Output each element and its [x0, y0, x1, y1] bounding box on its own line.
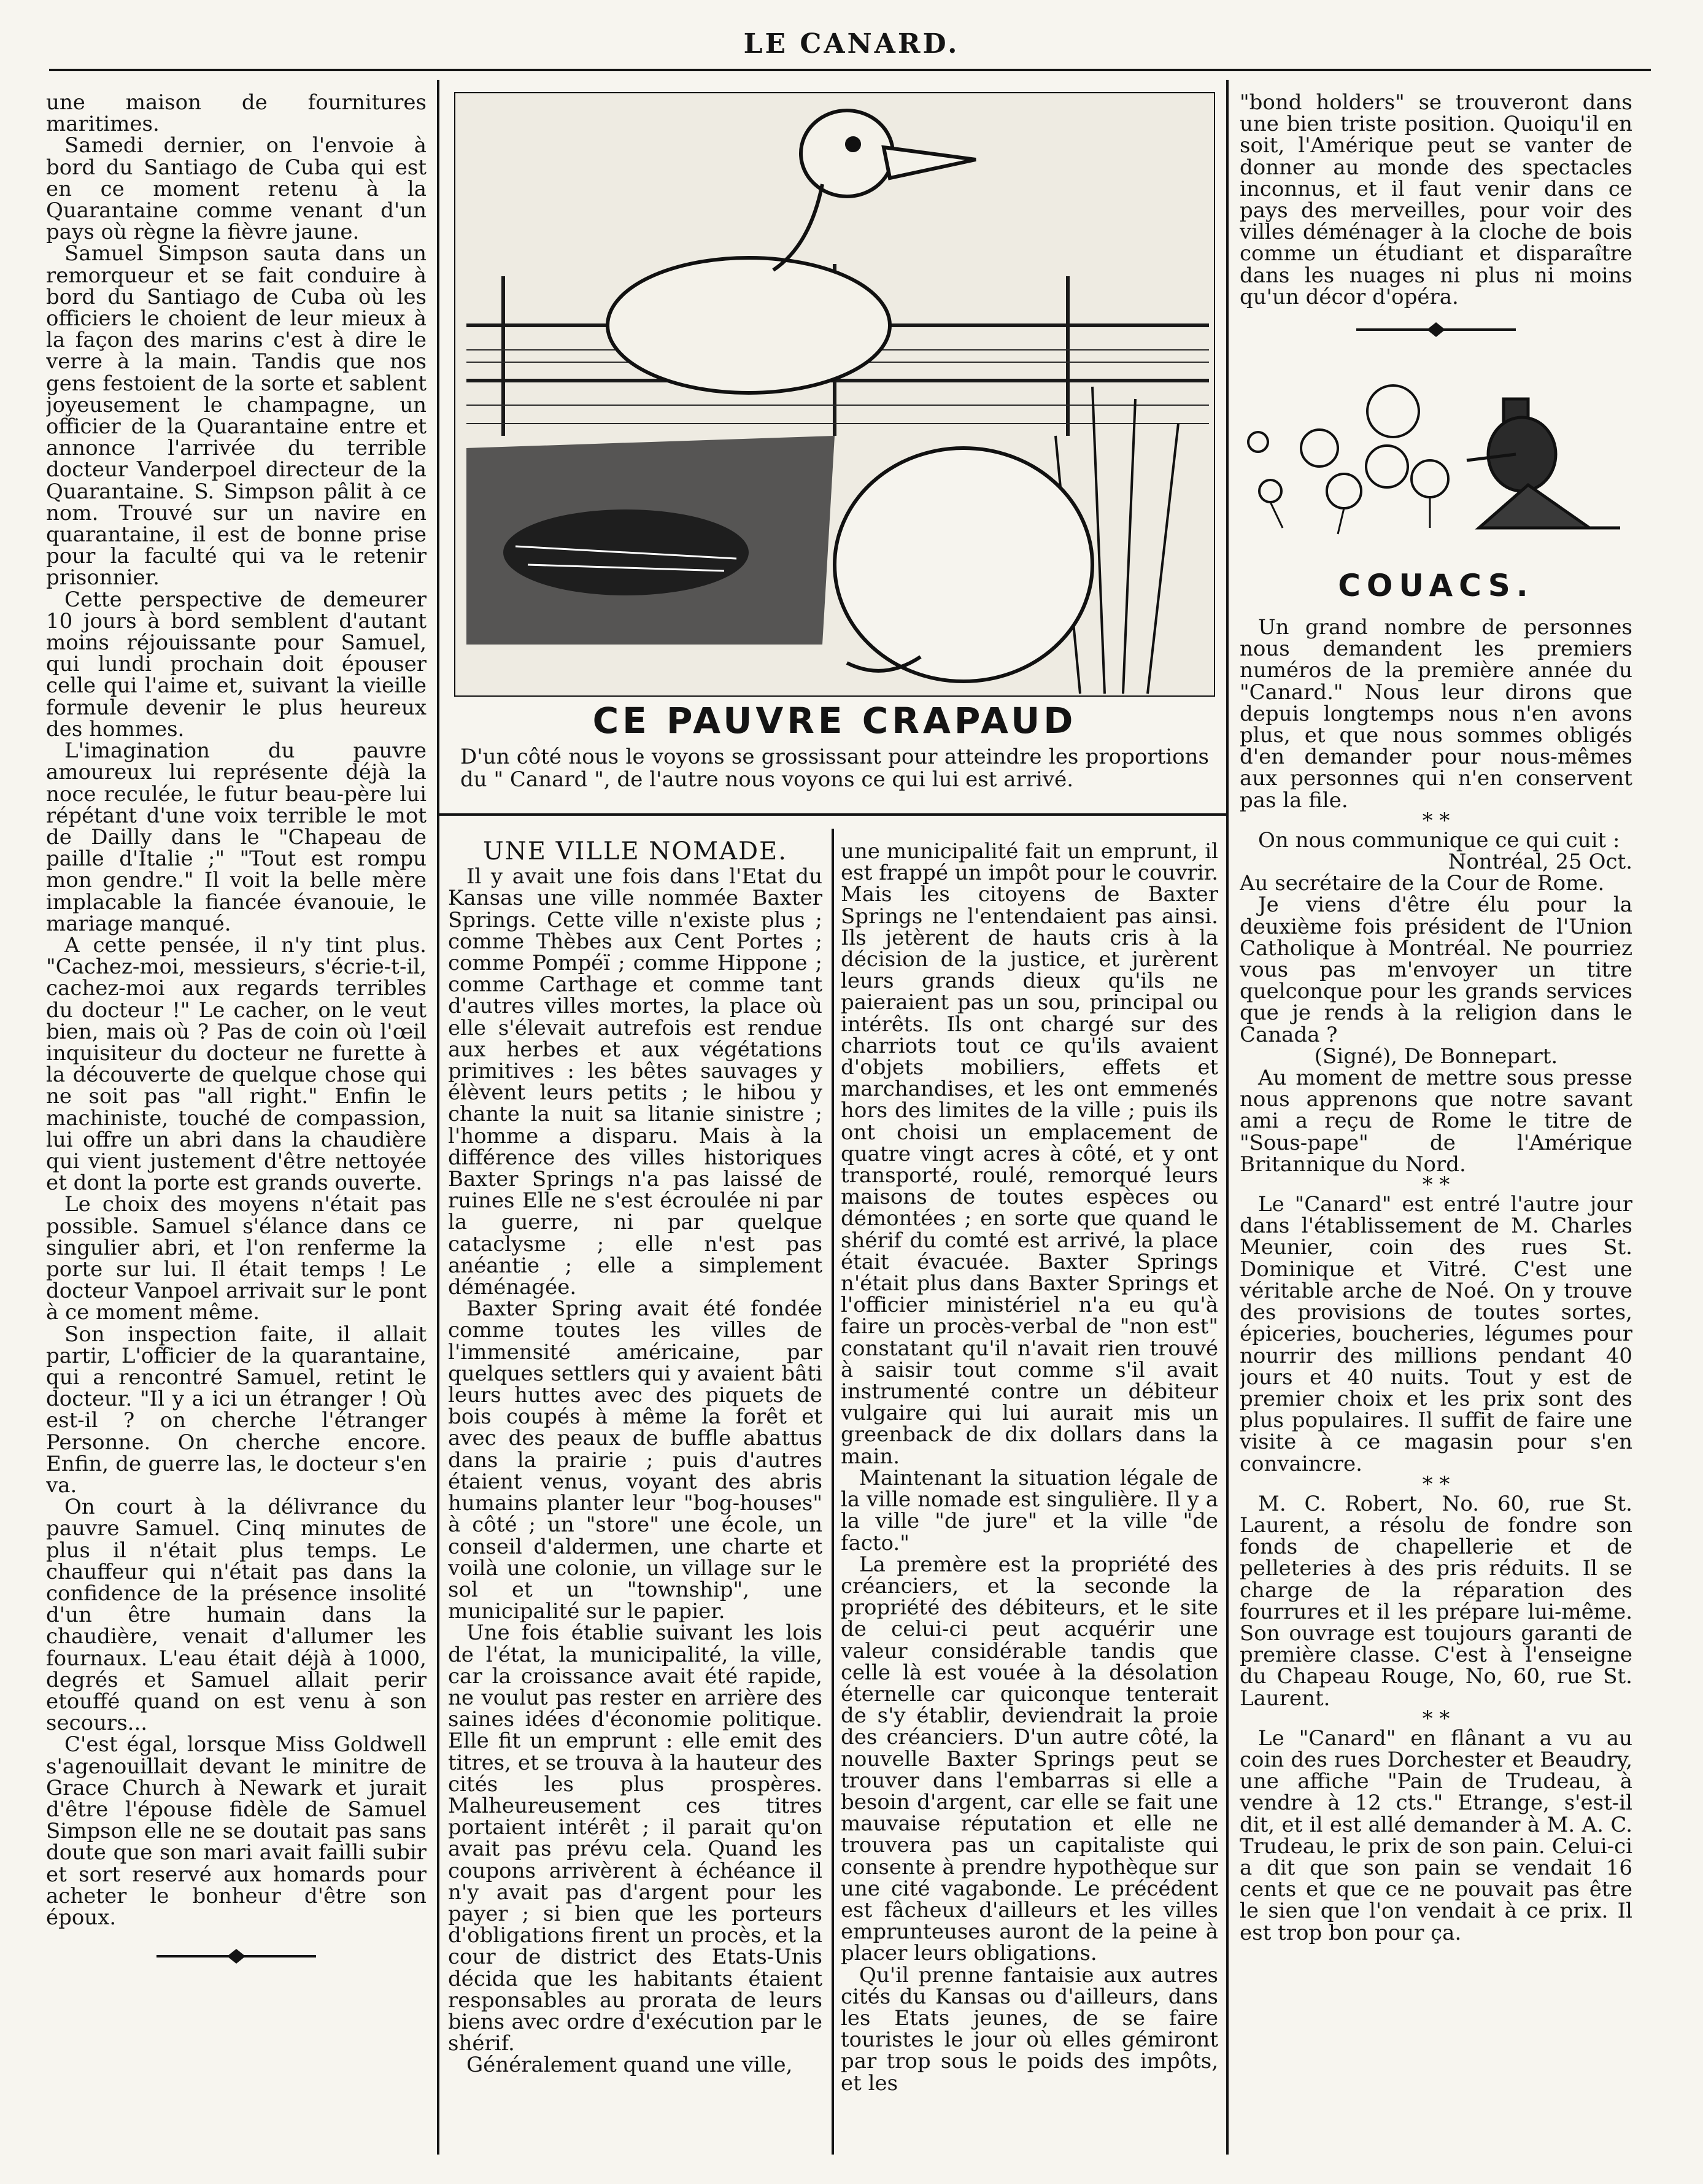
col1-paragraph: L'imagination du pauvre amoureux lui représente déjà la noce reculée, le futur beau-père lui répétant d'une voix terrible le mot de Dailly dans le "Chapeau de paille d'Italie ;" "Tout est rompu mon gendre." Il voit la belle mère implacable la fiancée évanouie, le mariage manqué. — [46, 738, 427, 936]
col1-paragraph: On court à la délivrance du pauvre Samuel. Cinq minutes de plus il n'était plus temps. Le chauffeur qui n'était pas dans la confidence de la présence insolité d'un être humain dans la chaudière, venait d'allumer les fournaux. L'eau était déjà à 1000, degrés et Samuel allait perir etouffé quand on est venu à son secours... — [46, 1495, 427, 1736]
article-paragraph: Généralement quand une ville, — [466, 2053, 793, 2078]
couacs-heading: COUACS. — [1338, 568, 1534, 603]
col1-paragraph: Cette perspective de demeurer 10 jours à bord semblent d'autant moins réjouissante pour Samuel, qui lundi prochain doit épouser celle qui l'aime et, suivant la vieille formule devenir le plus heureux des hommes. — [46, 587, 427, 742]
col4-paragraph: "bond holders" se trouveront dans une bien triste position. Quoiqu'il en soit, l'Amérique peut se vanter de donner au monde des spectacles inconnus, et il faut venir dans ce pays des merveilles, pour voir des villes déménager à la cloche de bois comme un étudiant et disparaître dans les nuages ni plus ni moins qu'un décor d'opéra. — [1240, 92, 1632, 309]
article-heading: UNE VILLE NOMADE. — [483, 841, 787, 865]
meunier-notice: Le "Canard" est entré l'autre jour dans l'établissement de M. Charles Meunier, coin des rues St. Dominique et Vitré. C'est une véritable arche de Noé. On y trouve des provisions de toutes sortes, épiceries, boucheries, légumes pour nourrir des millions pendant 40 jours et 40 nuits. Tout y est de premier choix et les prix sont des plus populaires. Il suffit de faire une visite à ce magasin pour s'en convaincre. — [1240, 1192, 1632, 1476]
article-paragraph: une municipalité fait un emprunt, il est frappé un impôt pour le couvrir. Mais les citoyens de Baxter Springs ne l'entendaient pas ainsi. Ils jetèrent de hauts cris à la décision de la justice, et jurèrent leurs grands dieux qu'ils ne paieraient pas un sou, principal ou intérêts. Ils ont chargé sur des charriots tout ce qu'ils avaient d'objets mobiliers, effets et marchandises, et les ont emmenés hors des limites de la ville ; puis ils ont choisi un emplacement de quatre vingt acres à côté, et y ont transporté, roulé, remorqué leurs maisons de toutes espèces ou démontées ; en sorte que quand le shérif du comté est arrivé, la place était évacuée. Baxter Springs n'était plus dans Baxter Springs et l'officier ministériel n'a eu qu'à faire un procès-verbal de "non est" constatant qu'il n'avait rien trouvé à saisir tout comme s'il avait instrumenté contre un débiteur vulgaire qui lui aurait mis un greenback de dix dollars dans la main. — [841, 841, 1218, 1469]
ville-nomade-col-b — [841, 841, 1218, 2148]
col1-paragraph: Samuel Simpson sauta dans un remorqueur et se fait conduire à bord du Santiago de Cuba où les officiers le choient de leur mieux à la façon des marins c'est à dire le verre à la main. Tandis que nos gens festoient de la sorte et sablent joyeusement le champagne, un officier de la Quarantaine entre et annonce l'arrivée du terrible docteur Vanderpoel directeur de la Quarantaine. S. Simpson pâlit à ce nom. Trouvé sur un navire en quarantaine, il est de bonne prise pour la faculté qui va le retenir prisonnier. — [46, 241, 427, 591]
column-rule-2 — [1226, 80, 1229, 2155]
col1-paragraph: A cette pensée, il n'y tint plus. "Cachez-moi, messieurs, s'écrie-t-il, cachez-moi aux regards terribles du docteur !" Le cacher, on le veut bien, mais où ? Pas de coin où l'œil inquisiteur du docteur ne furette à la découverte de quelque chose qui ne soit pas "all right." Enfin le machiniste, touché de compassion, lui offre un abri dans la chaudière qui vient justement d'être nettoyée et dont la porte est grands ouverte. — [46, 932, 427, 1196]
ville-nomade-col-a — [448, 841, 822, 2148]
separator-stars: * * — [1422, 808, 1450, 833]
duck-and-frog-engraving — [454, 92, 1215, 697]
col1-paragraph: Samedi dernier, on l'envoie à bord du Santiago de Cuba qui est en ce moment retenu à la Quarantaine comme venant d'un pays où règne la fièvre jaune. — [46, 133, 427, 245]
communique: On nous communique ce qui cuit : — [1258, 827, 1620, 853]
illustration-caption: D'un côté nous le voyons se grossissant pour atteindre les proportions du " Canard ", de l'autre nous voyons ce qui lui est arrivé. — [460, 745, 1209, 792]
col1-paragraph: C'est égal, lorsque Miss Goldwell s'agenouillait devant le minitre de Grace Church à Newark et jurait d'être l'épouse fidèle de Samuel Simpson elle ne se doutait pas sans doute que son mari avait failli subir et sort reservé aux homards pour acheter le bonheur d'être son époux. — [46, 1732, 427, 1930]
musician-with-bubbles-engraving — [1246, 374, 1626, 559]
column-rule-1 — [437, 80, 439, 2155]
masthead: LE CANARD. — [743, 28, 960, 60]
col1-paragraph: Le choix des moyens n'était pas possible. Samuel s'élance dans ce singulier abri, et l'on renferme la porte sur lui. Il était temps ! Le docteur Vanpoel arrivait sur le pont à ce moment même. — [46, 1192, 427, 1325]
separator-stars: * * — [1422, 1172, 1450, 1198]
col1-paragraph: une maison de fournitures maritimes. — [46, 92, 427, 137]
letter-address: Au secrétaire de la Cour de Rome. — [1240, 871, 1605, 896]
letter-place: Nontréal, 25 Oct. — [1448, 850, 1632, 875]
article-paragraph: Baxter Spring avait été fondée comme toutes les villes de l'immensité américaine, par quelques settlers qui y avaient bâti leurs huttes avec des piquets de bois coupés à même la forêt et avec des peaux de buffle abattus dans la prairie ; puis d'autres étaient venus, voyant des abris humains planter leur "bog-houses" à côté ; un "store" une école, un conseil d'aldermen, une charte et voilà une colonie, un village sur le sol et un "township", une municipalité sur le papier. — [448, 1296, 822, 1624]
couacs-intro: Un grand nombre de personnes nous demandent les premiers numéros de la première année du "Canard." Nous leur dirons que depuis longtemps nous n'en avons plus, et que nous sommes obligés d'en demander pour nous-mêmes aux personnes qui n'en conservent pas la file. — [1240, 617, 1632, 813]
separator-stars: * * — [1422, 1706, 1450, 1731]
article-paragraph: Il y avait une fois dans l'Etat du Kansas une ville nommée Baxter Springs. Cette ville n'existe plus ; comme Thèbes aux Cent Portes ; comme Pompéï ; comme Hippone ; comme Carthage et comme tant d'autres villes mortes, la place où elle s'élevait autrefois est rendue aux herbes et aux végétations primitives : les bêtes sauvages y élèvent leurs petits ; le hibou y chante la nuit sa litanie sinistre ; l'homme a disparu. Mais à la différence des villes historiques Baxter Springs n'a pas laissé de ruines Elle ne s'est écroulée ni par la guerre, ni par quelque cataclysme ; elle n'est pas anéantie ; elle a simplement déménagée. — [448, 864, 822, 1300]
robert-notice: M. C. Robert, No. 60, rue St. Laurent, a résolu de fondre son fonds de chapellerie et de pelleteries à des pris réduits. Il se charge de la réparation des fourrures et il les prépare lui-même. Son ouvrage est toujours garanti de première classe. C'est à l'enseigne du Chapeau Rouge, No, 60, rue St. Laurent. — [1240, 1491, 1632, 1711]
sous-pape-note: Au moment de mettre sous presse nous apprenons que notre savant ami a reçu de Rome le titre de "Sous-pape" de l'Amérique Britannique du Nord. — [1240, 1066, 1632, 1177]
illustration-title: CE PAUVRE CRAPAUD — [592, 700, 1077, 742]
column-rule-3 — [832, 829, 834, 2155]
top-rule — [49, 69, 1651, 71]
column-4-couacs — [1240, 617, 1632, 2158]
col1-paragraph: Son inspection faite, il allait partir, L'officier de la quarantaine, qui a rencontré Samuel, retint le docteur. "Il y a ici un étranger ! Où est-il ? on cherche l'étranger Personne. On cherche encore. Enfin, de guerre las, le docteur s'en va. — [46, 1322, 427, 1498]
article-paragraph: Une fois établie suivant les lois de l'état, la municipalité, la ville, car la croissance avait été rapide, ne voulut pas rester en arrière des saines idées d'économie politique. Elle fit un emprunt : elle emit des titres, et se trouva à la hauteur des cités les plus prospères. Malheureusement ces titres portaient intérêt ; il parait qu'on avait pas prévu cela. Quand les coupons arrivèrent à échéance il n'y avait pas d'argent pour les payer ; si bien que les porteurs d'obligations firent un procès, et la cour de district des Etats-Unis décida que les habitants étaient responsables au prorata de leurs biens avec ordre d'exécution par le shérif. — [448, 1621, 822, 2056]
end-ornament — [156, 1947, 316, 1965]
ornament-rule — [1356, 320, 1516, 339]
illustration-bottom-rule — [439, 813, 1226, 816]
letter-signature: (Signé), De Bonnepart. — [1314, 1044, 1558, 1069]
article-paragraph: Maintenant la situation légale de la ville nomade est singulière. Il y a la ville "de jure" et la ville "de facto." — [841, 1465, 1218, 1555]
column-1 — [46, 92, 427, 2130]
letter-body: Je viens d'être élu pour la deuxième fois président de l'Union Catholique à Montréal. Ne pourriez vous pas m'envoyer un titre quelconque pour les grands services que je rends à la religion dans le Canada ? — [1240, 893, 1632, 1047]
article-paragraph: Qu'il prenne fantaisie aux autres cités du Kansas ou d'ailleurs, dans les Etats jeunes, de se faire touristes le jour où elles gémiront par trop sous le poids des impôts, et les — [841, 1962, 1218, 2096]
column-4-top — [1240, 92, 1632, 356]
separator-stars: * * — [1422, 1471, 1450, 1497]
trudeau-notice: Le "Canard" en flânant a vu au coin des rues Dorchester et Beaudry, une affiche "Pain de Trudeau, à vendre à 12 cts." Etrange, s'est-il dit, et il est allé demander à M. A. C. Trudeau, le prix de son pain. Celui-ci a dit que son pain se vendait 16 cents et que ce ne pouvait pas être le sien que l'on vendait à ce prix. Il est trop bon pour ça. — [1240, 1725, 1632, 1945]
article-paragraph: La premère est la propriété des créanciers, et la seconde la propriété des débiteurs, et le site de celui-ci peut acquérir une valeur considérable tandis que celle là est vouée à la désolation éternelle car quiconque tenterait de s'y établir, deviendrait la proie des créanciers. D'un autre côté, la nouvelle Baxter Springs peut se trouver dans l'embarras si elle a besoin d'argent, car elle se fait une mauvaise réputation et elle ne trouvera pas un capitaliste qui consente à prendre hypothèque sur une cité vagabonde. Le précédent est fâcheux d'ailleurs et les villes emprunteuses auront de la peine à placer leurs obligations. — [841, 1552, 1218, 1966]
